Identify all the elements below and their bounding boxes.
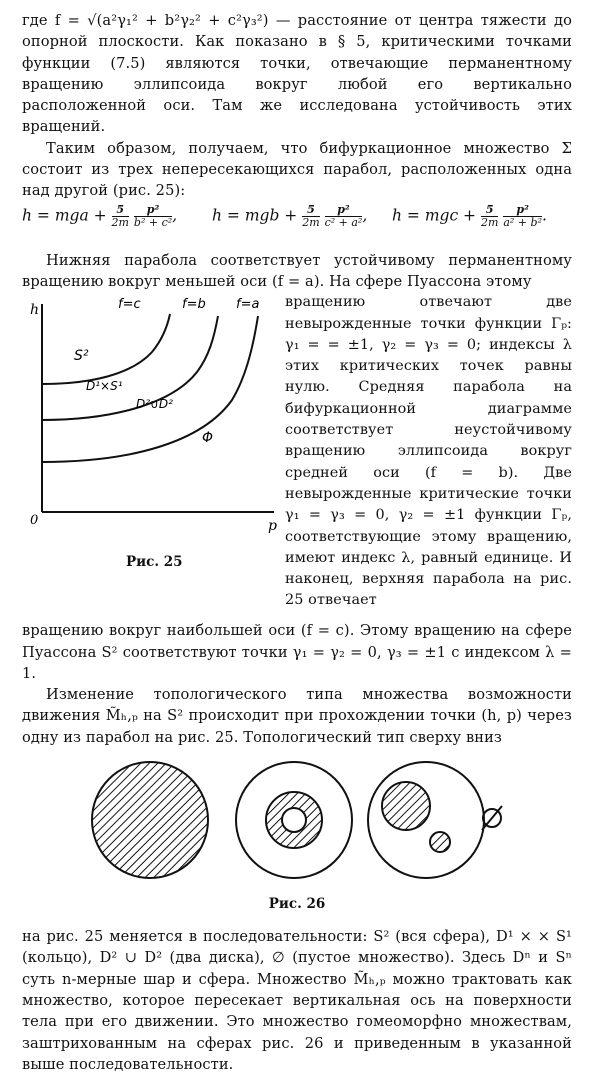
curve-label-c: f=c bbox=[118, 297, 141, 313]
region-label-d1s1: D¹×S¹ bbox=[86, 379, 123, 394]
formula-row bbox=[22, 204, 572, 244]
parabola-a bbox=[42, 316, 258, 462]
formula-1-coef-num: 5 bbox=[112, 204, 129, 217]
page bbox=[22, 10, 572, 1075]
formula-3-coef-num: 5 bbox=[481, 204, 498, 217]
formula-2: h = mgb + $\frac{5}{2m}$ $\frac{\text{p²}}{\text{c² + a²}}$ , bbox=[212, 202, 368, 229]
formula-1: h = mga + $\frac{5}{2m}$ $\frac{\text{p²}}{\text{b² + c²}}$ , bbox=[22, 202, 178, 229]
curve-label-b: f=b bbox=[182, 297, 206, 313]
formula-2-frac-den: c² + a² bbox=[324, 215, 363, 229]
paragraph-5: на рис. 25 меняется в последовательности: S² (вся сфера), D¹ × × S¹ (кольцо), D² ∪ D² (два диска), ∅ (пустое множество). Здесь Dⁿ и Sⁿ суть n-мерные шар и сфера. Множество M̃ₕ,ₚ можно трактовать как множество, которое пересекает вертикальная ось на поверхности тела при его движении. Это множество гомеоморфно множествам, заштрихованным на сферах рис. 26 и приведенным в указанной выше последовательности. bbox=[22, 928, 572, 1073]
paragraph-3-side: вращению отвечают две невырожденные точки функции Γₚ: γ₁ = = ±1, γ₂ = γ₃ = 0; индексы λ этих критических точек равны нулю. Средняя парабола на бифуркационной диаграмме соответствует неустойчивому вращению эллипсоида вокруг средней оси (f = b). Две невырожденные критические точки γ₁ = γ₃ = 0, γ₂ = ±1 функции Γₚ, соответствующие этому вращению, имеют индекс λ, равный единице. И наконец, верхняя парабола на рис. 25 отвечает bbox=[285, 294, 572, 609]
formula-3-frac-den: a² + b² bbox=[503, 215, 542, 229]
formula-3-coef-den: 2m bbox=[480, 215, 499, 229]
formula-1-coef-den: 2m bbox=[111, 215, 129, 229]
formula-1-lead: h = mga + bbox=[22, 206, 112, 225]
formula-3-frac-num: p² bbox=[503, 204, 542, 217]
sphere-2-ring-hole bbox=[282, 808, 306, 832]
parabola-c bbox=[42, 314, 170, 384]
paragraph-1: где f = √(a²γ₁² + b²γ₂² + c²γ₃²) — расстояние от центра тяжести до опорной плоскости. Как показано в § 5, критическими точками функции (7.5) являются точки, отвечающие перманентному вращению эллипсоида вокруг любой его вертикально расположенной оси. Там же исследована устойчивость этих вращений. bbox=[22, 12, 572, 136]
region-label-empty: Φ bbox=[202, 430, 214, 447]
formula-2-coef-den: 2m bbox=[302, 215, 320, 229]
origin-label: 0 bbox=[30, 513, 39, 529]
sphere-1-full bbox=[92, 762, 208, 878]
formula-1-frac-den: b² + c² bbox=[133, 215, 173, 229]
region-label-d2d2: D²∪D² bbox=[136, 397, 173, 412]
sphere-3-disk-1 bbox=[382, 782, 430, 830]
paragraph-2: Таким образом, получаем, что бифуркационное множество Σ состоит из трех непересекающихся парабол, расположенных одна над другой (рис. 25): bbox=[22, 139, 572, 200]
figure-25-caption: Рис. 25 bbox=[126, 554, 183, 571]
side-column bbox=[285, 292, 572, 611]
formula-2-coef-num: 5 bbox=[302, 204, 319, 217]
sphere-3-disk-2 bbox=[430, 832, 450, 852]
x-axis-label: p bbox=[268, 518, 277, 535]
region-label-s2: S² bbox=[74, 348, 89, 365]
paragraph-4: Изменение топологического типа множества возможности движения M̃ₕ,ₚ на S² происходит при прохождении точки (h, p) через одну из парабол на рис. 25. Топологический тип сверху вниз bbox=[22, 686, 572, 746]
curve-label-a: f=a bbox=[236, 297, 260, 313]
formula-3 bbox=[392, 204, 547, 229]
figure-25-wrap bbox=[22, 292, 572, 620]
formula-2-lead: h = mgb + bbox=[212, 206, 303, 225]
formula-2-frac-num: p² bbox=[325, 204, 363, 217]
y-axis-label: h bbox=[30, 302, 40, 319]
formula-3-end: . bbox=[541, 206, 547, 225]
paragraph-3-bottom: вращению вокруг наибольшей оси (f = c). Этому вращению на сфере Пуассона S² соответствуют точки γ₁ = γ₂ = 0, γ₃ = ±1 с индексом λ = 1. bbox=[22, 622, 572, 682]
figure-26 bbox=[22, 754, 572, 892]
paragraph-3-top: Нижняя парабола соответствует устойчивому перманентному вращению вокруг меньшей оси (f = a). На сфере Пуассона этому bbox=[22, 251, 572, 290]
formula-3-lead: h = mgc + bbox=[392, 206, 481, 225]
figure-25 bbox=[22, 292, 282, 572]
formula-1-frac-num: p² bbox=[134, 204, 172, 217]
figure-26-caption: Рис. 26 bbox=[268, 896, 326, 913]
